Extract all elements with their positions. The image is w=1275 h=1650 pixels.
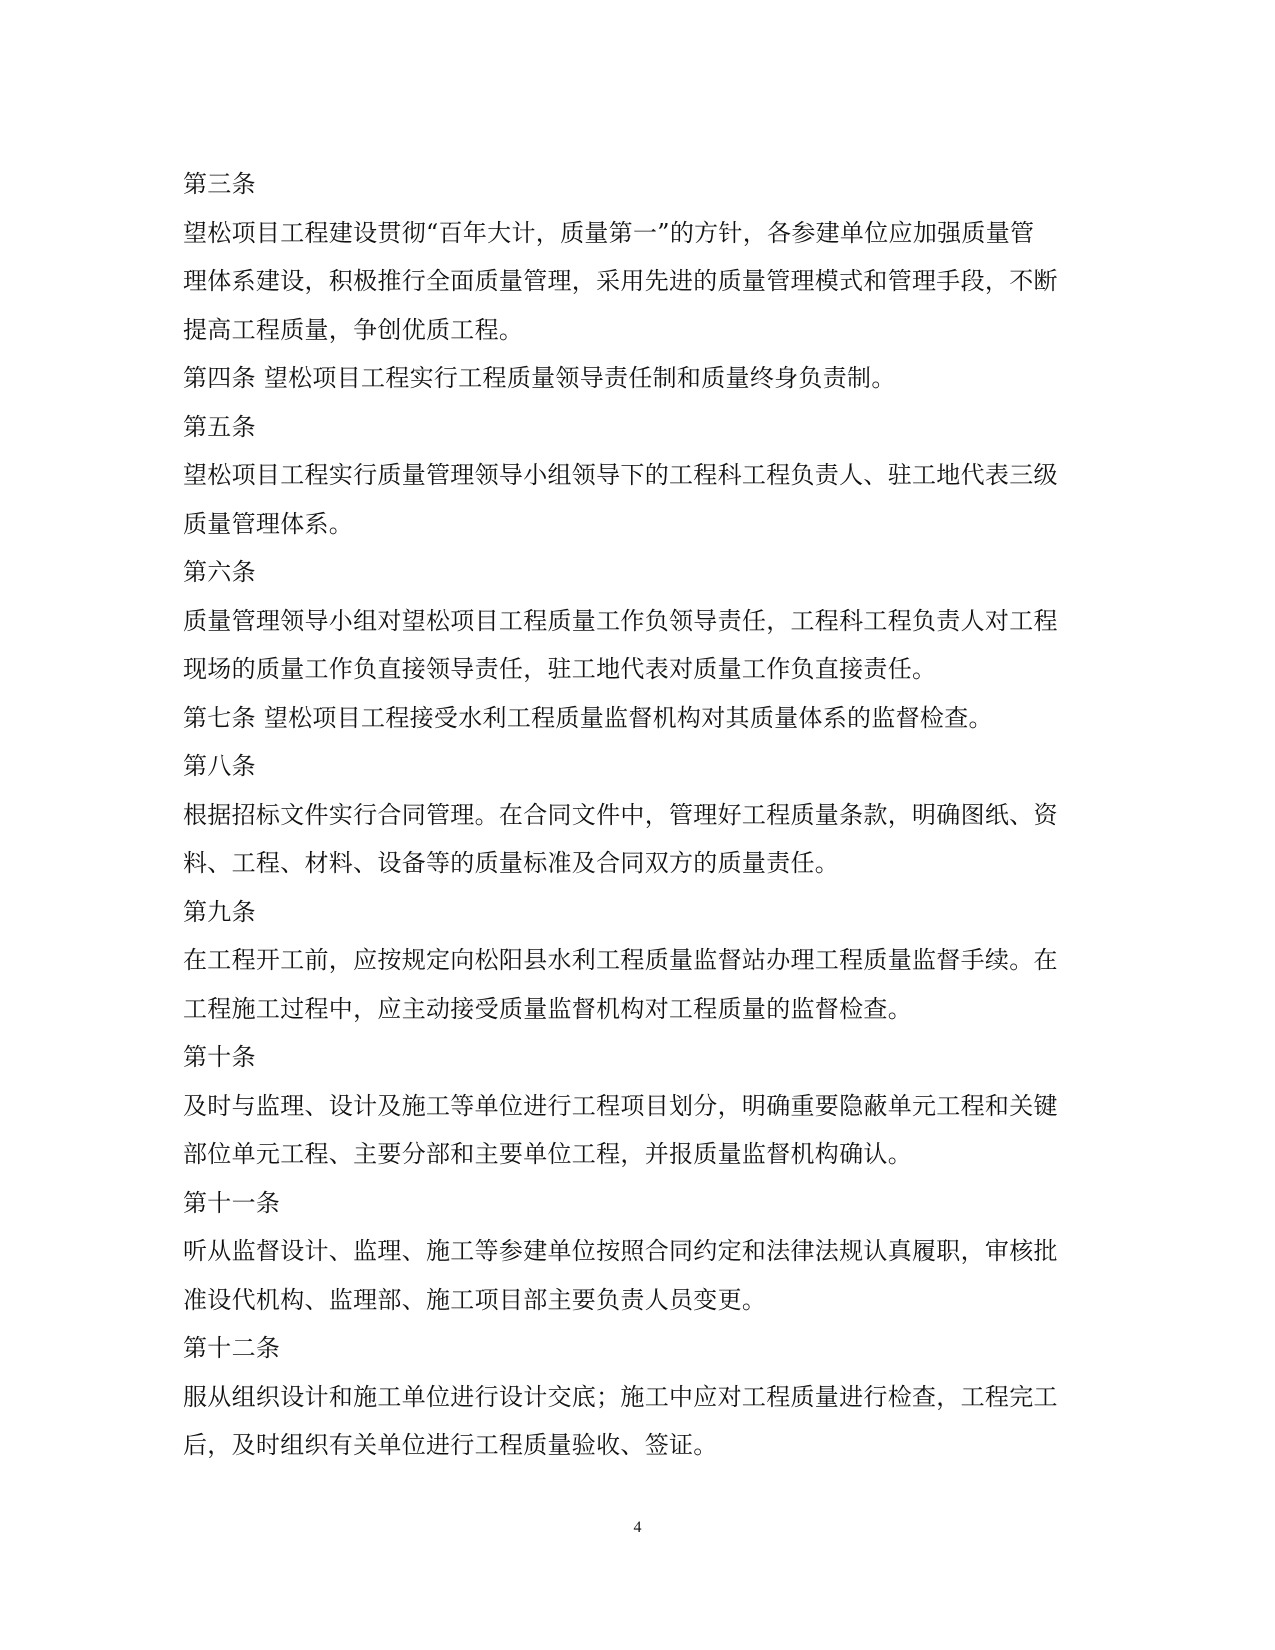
article-heading-5: 第五条 — [183, 412, 256, 441]
article-heading-11: 第十一条 — [183, 1188, 281, 1217]
paragraph-line: 提高工程质量，争创优质工程。 — [183, 315, 524, 344]
paragraph-line: 准设代机构、监理部、施工项目部主要负责人员变更。 — [183, 1285, 767, 1314]
article-heading-3: 第三条 — [183, 170, 256, 198]
article-heading-6: 第六条 — [183, 558, 256, 586]
article-heading-9: 第九条 — [183, 897, 256, 926]
paragraph-line: 望松项目工程实行质量管理领导小组领导下的工程科工程负责人、驻工地代表三级 — [183, 461, 1058, 489]
paragraph-line: 料、工程、材料、设备等的质量标准及合同双方的质量责任。 — [183, 849, 840, 877]
paragraph-line: 质量管理体系。 — [183, 509, 354, 538]
paragraph-line: 现场的质量工作负直接领导责任，驻工地代表对质量工作负直接责任。 — [183, 655, 937, 683]
article-heading-8: 第八条 — [183, 752, 256, 780]
paragraph-line: 望松项目工程建设贯彻“百年大计，质量第一”的方针，各参建单位应加强质量管 — [183, 218, 1035, 247]
article-heading-10: 第十条 — [183, 1043, 256, 1071]
article-heading-4: 第四条 望松项目工程实行工程质量领导责任制和质量终身负责制。 — [183, 364, 896, 392]
paragraph-line: 理体系建设，积极推行全面质量管理，采用先进的质量管理模式和管理手段，不断 — [183, 267, 1058, 295]
paragraph-line: 后，及时组织有关单位进行工程质量验收、签证。 — [183, 1431, 718, 1459]
paragraph-line: 在工程开工前，应按规定向松阳县水利工程质量监督站办理工程质量监督手续。在 — [183, 946, 1058, 974]
paragraph-line: 根据招标文件实行合同管理。在合同文件中，管理好工程质量条款，明确图纸、资 — [183, 800, 1058, 829]
paragraph-line: 及时与监理、设计及施工等单位进行工程项目划分，明确重要隐蔽单元工程和关键 — [183, 1091, 1058, 1120]
article-heading-12: 第十二条 — [183, 1334, 281, 1362]
article-heading-7: 第七条 望松项目工程接受水利工程质量监督机构对其质量体系的监督检查。 — [183, 703, 993, 732]
paragraph-line: 工程施工过程中，应主动接受质量监督机构对工程质量的监督检查。 — [183, 994, 912, 1023]
paragraph-line: 质量管理领导小组对望松项目工程质量工作负领导责任，工程科工程负责人对工程 — [183, 606, 1058, 635]
paragraph-line: 服从组织设计和施工单位进行设计交底；施工中应对工程质量进行检查，工程完工 — [183, 1382, 1058, 1411]
document-body — [183, 160, 1093, 1470]
paragraph-line: 听从监督设计、监理、施工等参建单位按照合同约定和法律法规认真履职，审核批 — [183, 1237, 1058, 1265]
page-number: 4 — [633, 1519, 642, 1536]
paragraph-line: 部位单元工程、主要分部和主要单位工程，并报质量监督机构确认。 — [183, 1140, 912, 1168]
